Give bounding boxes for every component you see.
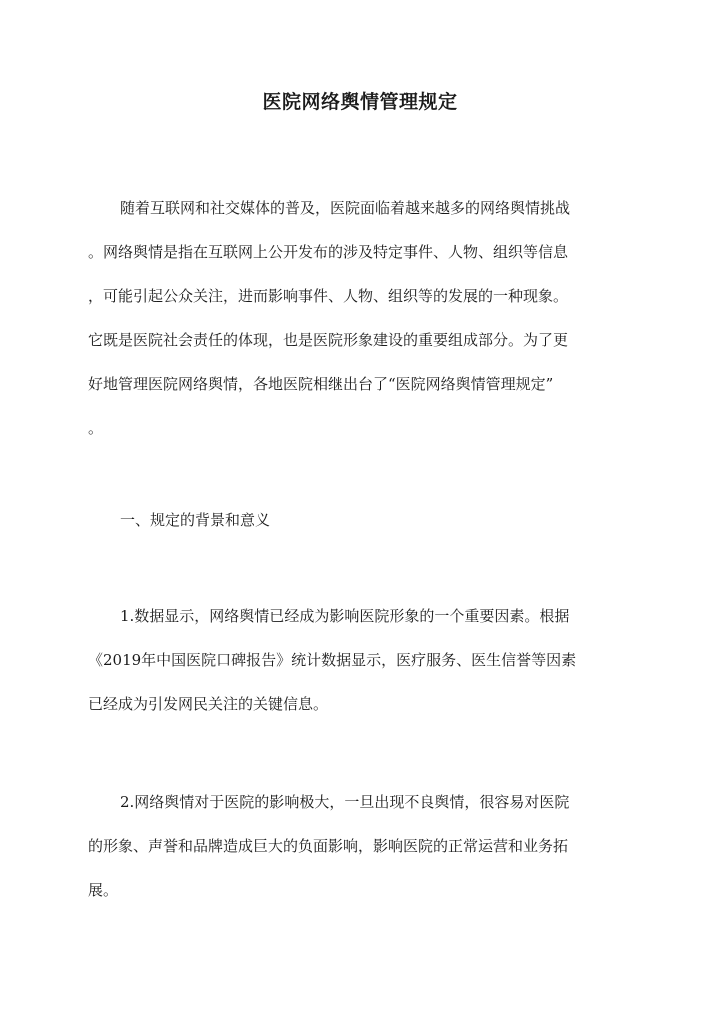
intro-paragraph <box>88 186 636 450</box>
item-1-line: 已经成为引发网民关注的关键信息。 <box>88 695 329 713</box>
section-heading <box>88 498 636 542</box>
intro-line: 随着互联网和社交媒体的普及，医院面临着越来越多的网络舆情挑战 <box>120 199 571 217</box>
intro-line: 好地管理医院网络舆情，各地医院相继出台了“医院网络舆情管理规定” <box>88 375 554 393</box>
item-2-line: 的形象、声誉和品牌造成巨大的负面影响，影响医院的正常运营和业务拓 <box>88 837 569 855</box>
intro-line: ，可能引起公众关注，进而影响事件、人物、组织等的发展的一种现象。 <box>88 287 569 305</box>
item-1-paragraph <box>88 594 636 726</box>
item-1-line: 1.数据显示，网络舆情已经成为影响医院形象的一个重要因素。根据 <box>120 607 570 625</box>
item-2-line: 展。 <box>88 881 119 899</box>
intro-line: 。 <box>88 419 104 437</box>
intro-line: 它既是医院社会责任的体现，也是医院形象建设的重要组成部分。为了更 <box>88 331 569 349</box>
intro-line: 。网络舆情是指在互联网上公开发布的涉及特定事件、人物、组织等信息 <box>88 243 569 261</box>
document-title: 医院网络舆情管理规定 <box>262 91 458 113</box>
item-2-paragraph <box>88 780 636 912</box>
item-2-line: 2.网络舆情对于医院的影响极大，一旦出现不良舆情，很容易对医院 <box>120 793 570 811</box>
section-heading-text: 一、规定的背景和意义 <box>120 511 271 529</box>
item-1-line: 《2019年中国医院口碑报告》统计数据显示，医疗服务、医生信誉等因素 <box>88 651 577 669</box>
